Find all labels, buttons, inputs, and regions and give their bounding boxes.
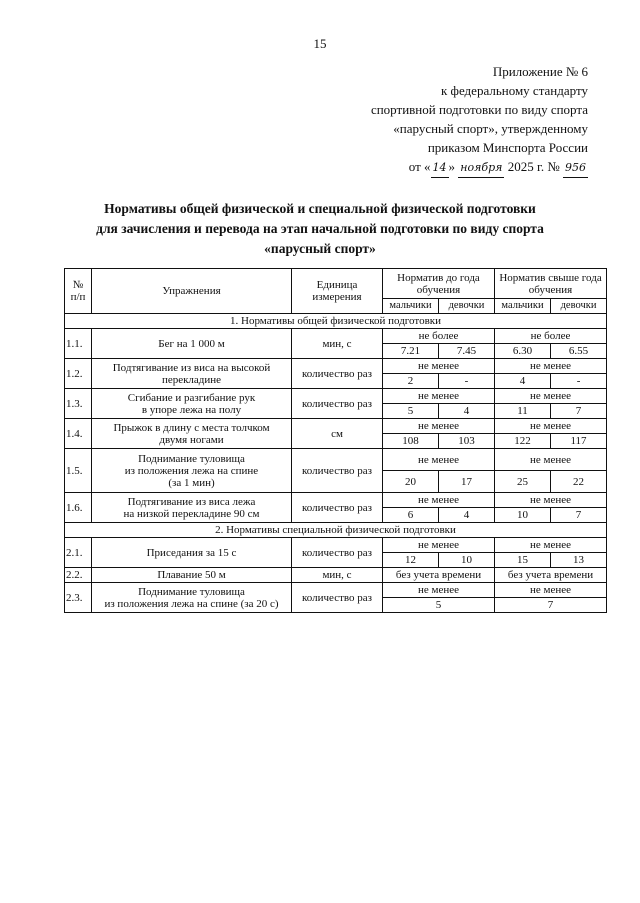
value-boys-first-year: 20 bbox=[383, 471, 439, 493]
date-prefix: от « bbox=[408, 159, 431, 174]
unit-cell: количество раз bbox=[292, 449, 383, 493]
exercise-cell bbox=[92, 359, 292, 389]
unit-cell: количество раз bbox=[292, 538, 383, 568]
value-boys-over-year: 4 bbox=[495, 374, 551, 389]
condition-over-year: не более bbox=[495, 329, 607, 344]
value-boys-over-year: 15 bbox=[495, 553, 551, 568]
header-unit: Единица измерения bbox=[292, 269, 383, 314]
value-girls-first-year: 4 bbox=[439, 404, 495, 419]
condition-first-year: не менее bbox=[383, 493, 495, 508]
appendix-line: «парусный спорт», утвержденному bbox=[393, 121, 588, 136]
value-boys-over-year: 10 bbox=[495, 508, 551, 523]
condition-over-year: не менее bbox=[495, 449, 607, 471]
section-title: 2. Нормативы специальной физической подготовки bbox=[65, 523, 607, 538]
title-line: «парусный спорт» bbox=[264, 241, 376, 256]
section-row bbox=[65, 523, 607, 538]
date-year: 2025 г. № bbox=[507, 159, 560, 174]
value-girls-first-year: 7.45 bbox=[439, 344, 495, 359]
value-girls-over-year: 7 bbox=[551, 508, 607, 523]
table-row bbox=[65, 419, 607, 434]
value-boys-first-year: 12 bbox=[383, 553, 439, 568]
unit-cell: см bbox=[292, 419, 383, 449]
header-girls: девочки bbox=[439, 299, 495, 314]
page-number: 15 bbox=[313, 36, 327, 51]
exercise-cell bbox=[92, 538, 292, 568]
exercise-line: в упоре лежа на полу bbox=[141, 403, 242, 416]
unit-cell: мин, с bbox=[292, 568, 383, 583]
exercise-line: из положения лежа на спине bbox=[124, 464, 259, 477]
exercise-line: двумя ногами bbox=[159, 433, 224, 446]
unit-cell: количество раз bbox=[292, 359, 383, 389]
value-boys-first-year: 108 bbox=[383, 434, 439, 449]
header-boys: мальчики bbox=[495, 299, 551, 314]
condition-first-year: не менее bbox=[383, 449, 495, 471]
value-first-year: 5 bbox=[383, 598, 495, 613]
norms-table bbox=[64, 268, 607, 613]
exercise-cell bbox=[92, 449, 292, 493]
condition-first-year: не менее bbox=[383, 389, 495, 404]
header-boys: мальчики bbox=[383, 299, 439, 314]
exercise-cell bbox=[92, 419, 292, 449]
condition-over-year: не менее bbox=[495, 359, 607, 374]
exercise-line: Приседания за 15 с bbox=[146, 546, 237, 559]
value-girls-over-year: 22 bbox=[551, 471, 607, 493]
condition-first-year: не менее bbox=[383, 583, 495, 598]
exercise-cell bbox=[92, 329, 292, 359]
value-girls-over-year: 117 bbox=[551, 434, 607, 449]
table-row bbox=[65, 568, 607, 583]
exercise-line: на низкой перекладине 90 см bbox=[123, 507, 260, 520]
header-group-over-year: Норматив свыше года обучения bbox=[495, 269, 607, 299]
exercise-line: перекладине bbox=[161, 373, 222, 386]
appendix-title: Приложение № 6 bbox=[492, 64, 588, 79]
value-boys-over-year: 122 bbox=[495, 434, 551, 449]
condition-over-year: не менее bbox=[495, 493, 607, 508]
row-number: 1.6. bbox=[65, 493, 92, 523]
order-number: 956 bbox=[563, 158, 588, 178]
exercise-cell bbox=[92, 583, 292, 613]
exercise-line: Подтягивание из виса лежа bbox=[127, 495, 256, 508]
unit-cell: количество раз bbox=[292, 389, 383, 419]
row-number: 1.3. bbox=[65, 389, 92, 419]
value-girls-first-year: 103 bbox=[439, 434, 495, 449]
header-exercise: Упражнения bbox=[92, 269, 292, 314]
exercise-line: (за 1 мин) bbox=[168, 476, 215, 489]
row-number: 2.2. bbox=[65, 568, 92, 583]
appendix-date-line bbox=[318, 157, 588, 178]
unit-cell: количество раз bbox=[292, 583, 383, 613]
title-line: Нормативы общей физической и специальной физической подготовки bbox=[104, 201, 536, 216]
section-title: 1. Нормативы общей физической подготовки bbox=[65, 314, 607, 329]
row-number: 1.5. bbox=[65, 449, 92, 493]
table-row bbox=[65, 329, 607, 344]
date-day: 14 bbox=[431, 158, 449, 178]
value-girls-first-year: - bbox=[439, 374, 495, 389]
unit-cell: мин, с bbox=[292, 329, 383, 359]
unit-cell: количество раз bbox=[292, 493, 383, 523]
value-girls-first-year: 4 bbox=[439, 508, 495, 523]
value-girls-first-year: 17 bbox=[439, 471, 495, 493]
value-boys-first-year: 2 bbox=[383, 374, 439, 389]
date-mid: » bbox=[448, 159, 456, 174]
value-boys-over-year: 11 bbox=[495, 404, 551, 419]
table-row bbox=[65, 583, 607, 598]
condition-over-year: не менее bbox=[495, 389, 607, 404]
appendix-line: спортивной подготовки по виду спорта bbox=[370, 102, 588, 117]
value-boys-first-year: 6 bbox=[383, 508, 439, 523]
row-number: 1.2. bbox=[65, 359, 92, 389]
title-line: для зачисления и перевода на этап начальной подготовки по виду спорта bbox=[96, 221, 544, 236]
table-row bbox=[65, 449, 607, 471]
appendix-line: приказом Минспорта России bbox=[427, 140, 588, 155]
exercise-line: Плавание 50 м bbox=[157, 569, 226, 581]
date-month: ноября bbox=[458, 158, 504, 178]
exercise-line: Поднимание туловища bbox=[138, 585, 245, 598]
table-row bbox=[65, 359, 607, 374]
header-group-first-year: Норматив до года обучения bbox=[383, 269, 495, 299]
exercise-line: Сгибание и разгибание рук bbox=[127, 391, 256, 404]
condition-over-year: не менее bbox=[495, 538, 607, 553]
condition-first-year: не более bbox=[383, 329, 495, 344]
exercise-line: из положения лежа на спине (за 20 с) bbox=[104, 597, 279, 610]
header-girls: девочки bbox=[551, 299, 607, 314]
norm-over-year: без учета времени bbox=[495, 568, 607, 583]
row-number: 1.4. bbox=[65, 419, 92, 449]
table-row bbox=[65, 389, 607, 404]
value-girls-over-year: 7 bbox=[551, 404, 607, 419]
document-title bbox=[40, 199, 600, 259]
condition-first-year: не менее bbox=[383, 359, 495, 374]
value-boys-first-year: 7.21 bbox=[383, 344, 439, 359]
row-number: 2.1. bbox=[65, 538, 92, 568]
exercise-cell bbox=[92, 389, 292, 419]
exercise-cell bbox=[92, 568, 292, 583]
exercise-line: Прыжок в длину с места толчком bbox=[113, 421, 270, 434]
value-girls-first-year: 10 bbox=[439, 553, 495, 568]
row-number: 2.3. bbox=[65, 583, 92, 613]
exercise-line: Поднимание туловища bbox=[138, 452, 245, 465]
value-over-year: 7 bbox=[495, 598, 607, 613]
section-row bbox=[65, 314, 607, 329]
norm-first-year: без учета времени bbox=[383, 568, 495, 583]
value-boys-first-year: 5 bbox=[383, 404, 439, 419]
condition-over-year: не менее bbox=[495, 583, 607, 598]
value-girls-over-year: 13 bbox=[551, 553, 607, 568]
appendix-block bbox=[318, 62, 588, 178]
appendix-line: к федеральному стандарту bbox=[440, 83, 588, 98]
exercise-line: Подтягивание из виса на высокой bbox=[112, 361, 271, 374]
exercise-cell bbox=[92, 493, 292, 523]
value-boys-over-year: 25 bbox=[495, 471, 551, 493]
condition-first-year: не менее bbox=[383, 538, 495, 553]
exercise-line: Бег на 1 000 м bbox=[158, 337, 225, 350]
row-number: 1.1. bbox=[65, 329, 92, 359]
value-boys-over-year: 6.30 bbox=[495, 344, 551, 359]
condition-first-year: не менее bbox=[383, 419, 495, 434]
value-girls-over-year: 6.55 bbox=[551, 344, 607, 359]
table-row bbox=[65, 493, 607, 508]
condition-over-year: не менее bbox=[495, 419, 607, 434]
table-row bbox=[65, 538, 607, 553]
header-num: № п/п bbox=[65, 269, 92, 314]
value-girls-over-year: - bbox=[551, 374, 607, 389]
